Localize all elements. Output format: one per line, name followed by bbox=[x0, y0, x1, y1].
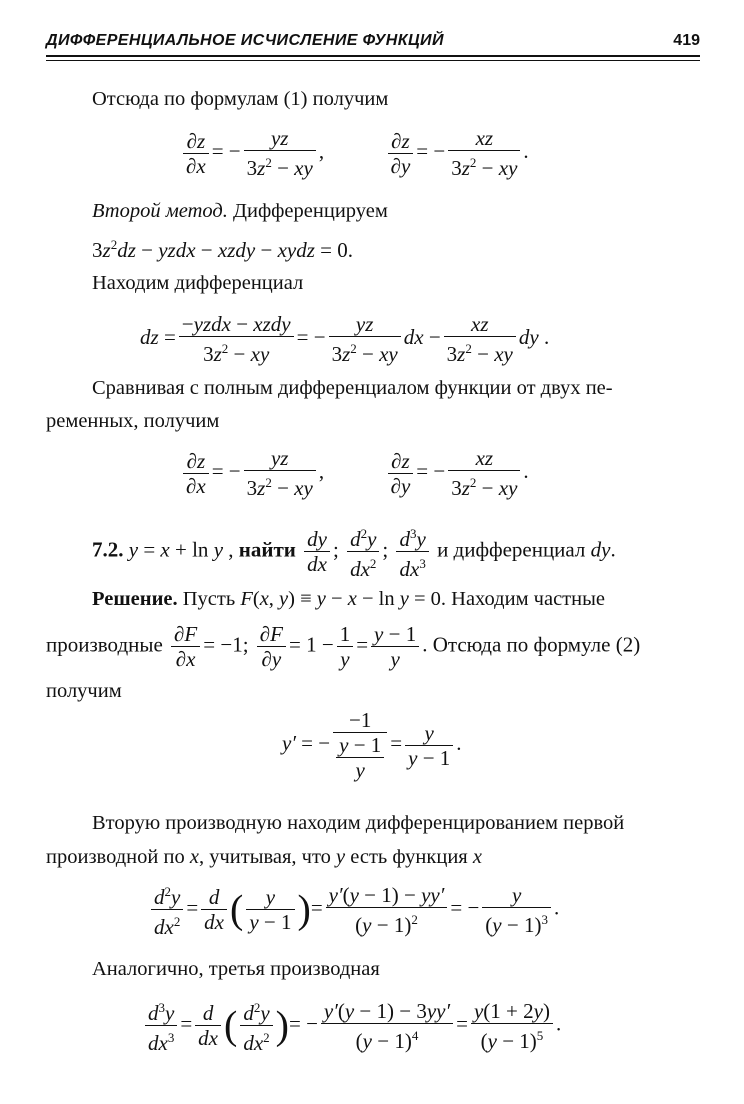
equation-partials-F: производные $\frac{\partial F}{\partial x}$ = −1; $\frac{\partial F}{\partial y}$ = 1 − $\frac{1}{y}$ = $\frac{y - 1}{y}$ . Отсюда по формуле (2) bbox=[46, 622, 641, 671]
equation-third-derivative: $\frac{d^3y}{dx^3}$ = $\frac{d}{dx}$ ( $\frac{d^2y}{dx^2}$ )= − $\frac{y'(y - 1) - 3yy'}{(y - 1)^4}$ = $\frac{y(1 + 2y)}{(y - 1)^5}$ . bbox=[142, 996, 561, 1055]
paragraph-second-b: производной по x, учитывая, что y есть функция x bbox=[46, 846, 482, 868]
paragraph-intro: Отсюда по формулам (1) получим bbox=[92, 88, 389, 110]
header-rule-thick bbox=[46, 55, 700, 57]
second-b-text-1: производной по bbox=[46, 846, 185, 868]
equation-partials-1: $\frac{\partial z}{\partial x}$ = − $\frac{yz}{3z^2 - xy}$ , $\frac{\partial z}{\partial y}$ = − $\frac{xz}{3z^2 - xy}$ . bbox=[180, 126, 529, 180]
paragraph-get: получим bbox=[46, 680, 122, 702]
problem-find: найти bbox=[238, 537, 296, 562]
paragraph-find-differential: Находим дифференциал bbox=[92, 272, 304, 294]
equation-first-derivative: y′ = − $\frac{-1}{\frac{y - 1}{y}}$ = $\frac{y}{y - 1}$ . bbox=[282, 708, 462, 782]
paragraph-third: Аналогично, третья производная bbox=[92, 958, 380, 980]
method2-text: Дифференцируем bbox=[227, 200, 388, 222]
running-title: ДИФФЕРЕНЦИАЛЬНОЕ ИСЧИСЛЕНИЕ ФУНКЦИЙ bbox=[46, 32, 444, 49]
header-rule-thin bbox=[46, 60, 700, 61]
equation-partials-2: $\frac{\partial z}{\partial x}$ = − $\frac{yz}{3z^2 - xy}$ , $\frac{\partial z}{\partial y}$ = − $\frac{xz}{3z^2 - xy}$ . bbox=[180, 446, 529, 500]
derivs-label: производные bbox=[46, 632, 163, 657]
equation-differential: $3z^2dz$ − yzdx − xzdy − xydz = 0. bbox=[92, 237, 353, 262]
derivs-tail: . Отсюда по формуле (2) bbox=[422, 632, 641, 657]
paragraph-second-a: Вторую производную находим дифференцированием первой bbox=[92, 812, 625, 834]
solution-label: Решение. bbox=[92, 588, 178, 610]
method2-label: Второй метод. bbox=[92, 200, 228, 222]
page-number: 419 bbox=[673, 32, 700, 49]
paragraph-solution: Решение. Пусть F(x, y) ≡ y − x − ln y = 0. Находим частные bbox=[92, 588, 605, 610]
paragraph-compare-a: Сравнивая с полным дифференциалом функции от двух пе- bbox=[92, 377, 613, 399]
problem-number: 7.2. bbox=[92, 537, 124, 562]
solution-text: Пусть bbox=[182, 588, 236, 610]
equation-second-derivative: $\frac{d^2y}{dx^2}$ = $\frac{d}{dx}$ ( $\frac{y}{y - 1}$ )= $\frac{y'(y - 1) - yy'}{(y - 1)^2}$ = − $\frac{y}{(y - 1)^3}$ . bbox=[148, 880, 559, 939]
solution-tail: . Находим частные bbox=[440, 588, 605, 610]
second-b-text-2: , учитывая, что bbox=[198, 846, 331, 868]
second-b-text-3: есть функция bbox=[350, 846, 468, 868]
paragraph-method2 bbox=[92, 200, 388, 223]
problem-tail: и дифференциал bbox=[437, 537, 586, 562]
page-header bbox=[46, 28, 700, 54]
problem-7-2: 7.2. y = x + ln y , найти $\frac{dy}{dx}$ ; $\frac{d^2y}{dx^2}$ ; $\frac{d^3y}{dx^3}$ и дифференциал dy. bbox=[92, 522, 616, 581]
paragraph-compare-b: ременных, получим bbox=[46, 410, 220, 432]
equation-dz: dz = −yzdx − xzdy $3z^2$ − xy = − $\frac{yz}{3z^2 - xy}$ dx − $\frac{xz}{3z^2 - xy}$ dy . bbox=[140, 312, 550, 366]
